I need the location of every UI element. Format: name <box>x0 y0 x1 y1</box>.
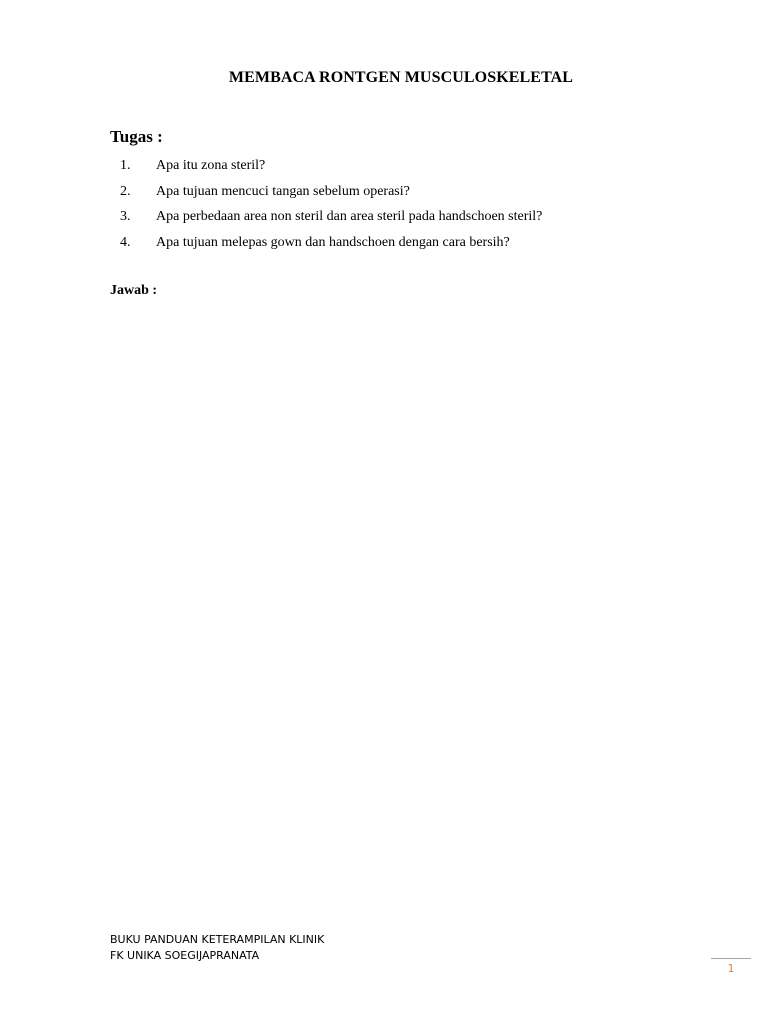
task-number: 2. <box>120 183 131 199</box>
list-item <box>110 207 542 233</box>
list-item <box>110 182 542 208</box>
document-title: MEMBACA RONTGEN MUSCULOSKELETAL <box>228 69 574 86</box>
task-number: 4. <box>120 234 131 250</box>
task-text: Apa tujuan mencuci tangan sebelum operasi? <box>156 183 410 199</box>
task-number: 1. <box>120 158 131 173</box>
page-number: 1 <box>727 962 735 975</box>
list-item <box>110 233 542 259</box>
task-text: Apa tujuan melepas gown dan handschoen dengan cara bersih? <box>156 234 510 250</box>
page-number-rule <box>711 958 751 959</box>
list-item <box>110 156 542 182</box>
task-text: Apa itu zona steril? <box>156 158 266 173</box>
task-list <box>110 156 542 258</box>
page-footer <box>110 932 324 964</box>
task-text: Apa perbedaan area non steril dan area steril pada handschoen steril? <box>156 209 543 224</box>
tasks-heading: Tugas : <box>110 127 163 146</box>
answer-label: Jawab : <box>110 283 158 298</box>
footer-line-book: BUKU PANDUAN KETERAMPILAN KLINIK <box>110 933 325 946</box>
task-number: 3. <box>120 209 131 224</box>
footer-line-faculty: FK UNIKA SOEGIJAPRANATA <box>110 949 260 962</box>
